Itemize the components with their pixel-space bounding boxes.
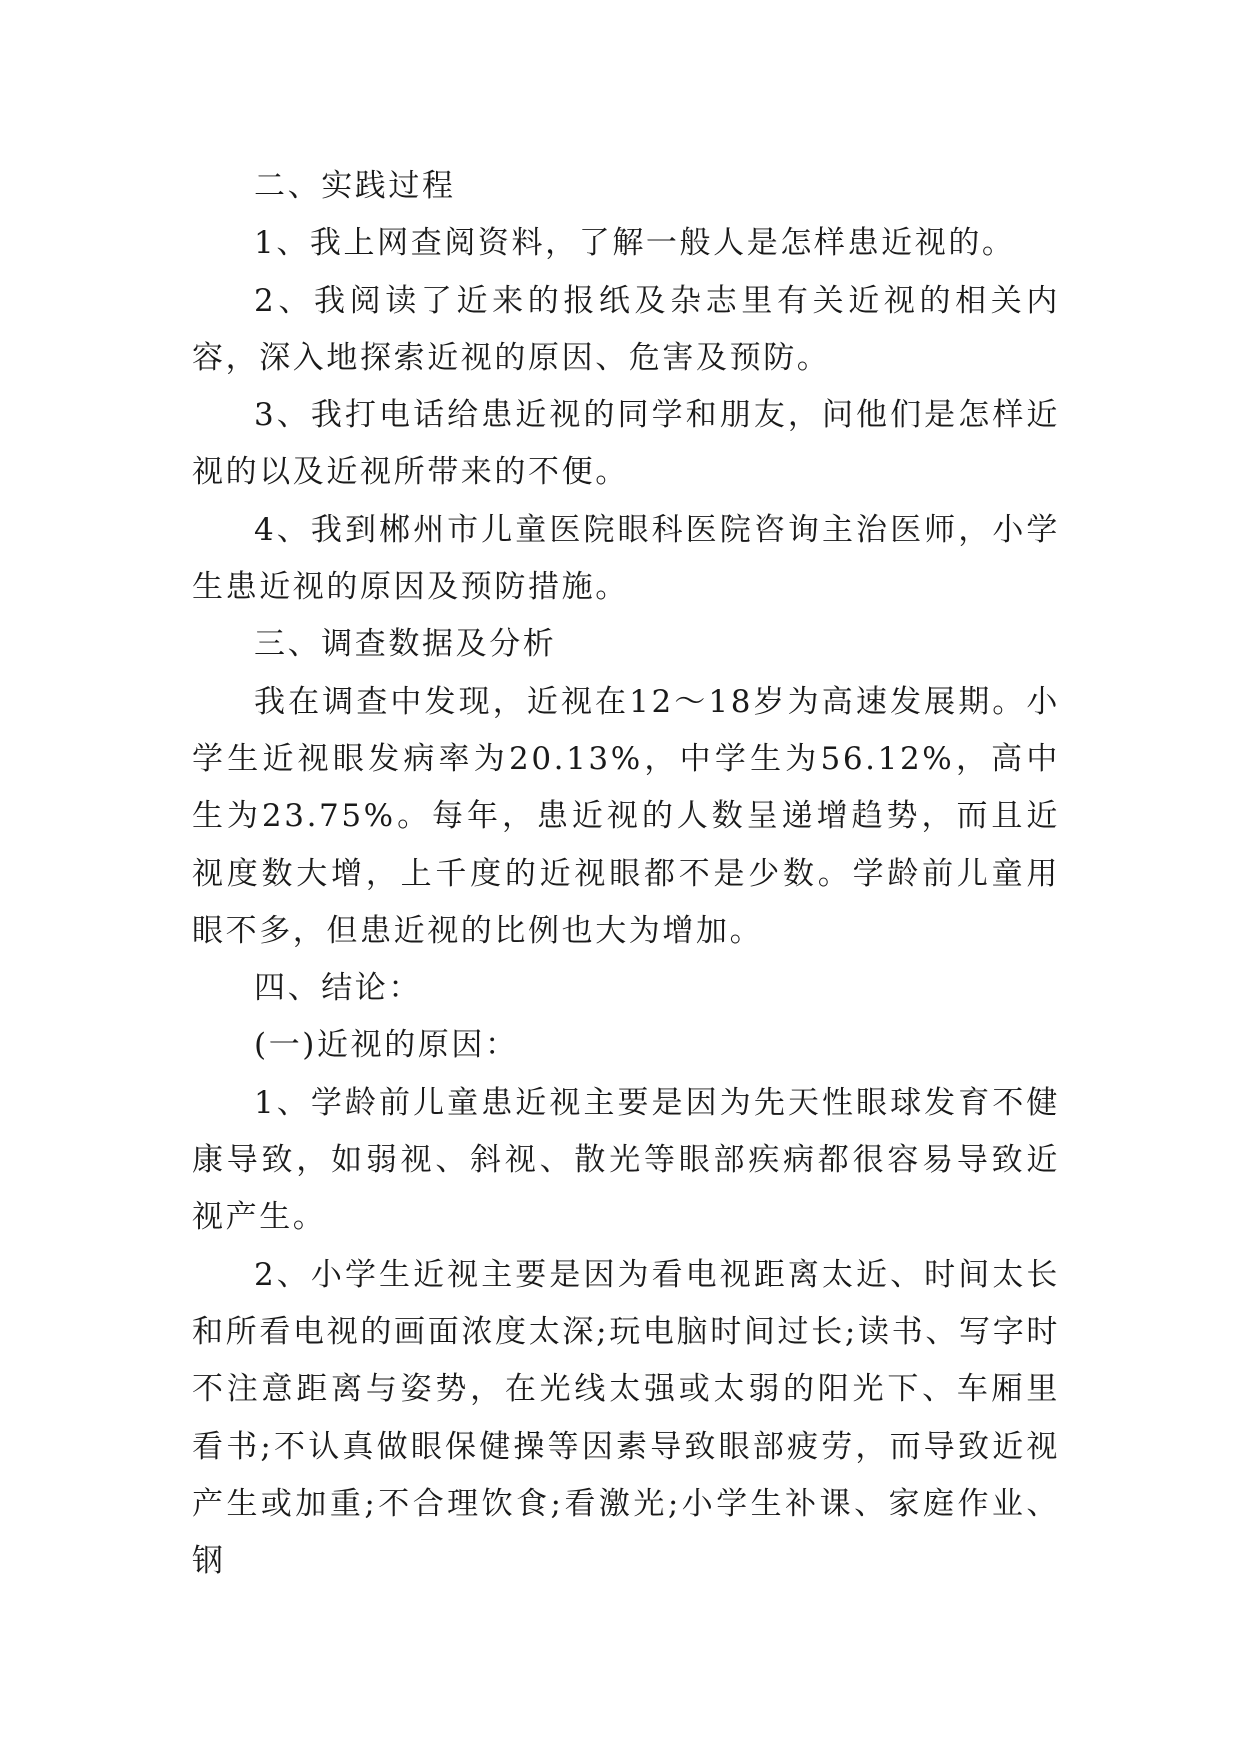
document-body <box>192 158 1060 1590</box>
section-heading-practice: 二、实践过程 <box>254 168 456 204</box>
paragraph-step-3: 3、我打电话给患近视的同学和朋友，问他们是怎样近视的以及近视所带来的不便。 <box>192 397 1060 491</box>
paragraph-step-2: 2、我阅读了近来的报纸及杂志里有关近视的相关内容，深入地探索近视的原因、危害及预防。 <box>192 282 1060 376</box>
paragraph-cause-1: 1、学龄前儿童患近视主要是因为先天性眼球发育不健康导致，如弱视、斜视、散光等眼部疾病都很容易导致近视产生。 <box>192 1084 1060 1236</box>
section-heading-data-analysis: 三、调查数据及分析 <box>254 626 557 663</box>
paragraph-cause-2: 2、小学生近视主要是因为看电视距离太近、时间太长和所看电视的画面浓度太深;玩电脑时间过长;读书、写字时不注意距离与姿势，在光线太强或太弱的阳光下、车厢里看书;不认真做眼保健操等因素导致眼部疲劳，而导致近视产生或加重;不合理饮食;看激光;小学生补课、家庭作业、钢 <box>192 1256 1060 1580</box>
paragraph-step-1: 1、我上网查阅资料，了解一般人是怎样患近视的。 <box>254 225 1016 262</box>
paragraph-survey-findings: 我在调查中发现，近视在12～18岁为高速发展期。小学生近视眼发病率为20.13%，中学生为56.12%，高中生为23.75%。每年，患近视的人数呈递增趋势，而且近视度数大增，上千度的近视眼都不是少数。学龄前儿童用眼不多，但患近视的比例也大为增加。 <box>192 683 1060 949</box>
section-heading-conclusion: 四、结论： <box>254 970 422 1007</box>
paragraph-step-4: 4、我到郴州市儿童医院眼科医院咨询主治医师，小学生患近视的原因及预防措施。 <box>192 511 1060 606</box>
subheading-causes: (一)近视的原因： <box>254 1027 519 1064</box>
